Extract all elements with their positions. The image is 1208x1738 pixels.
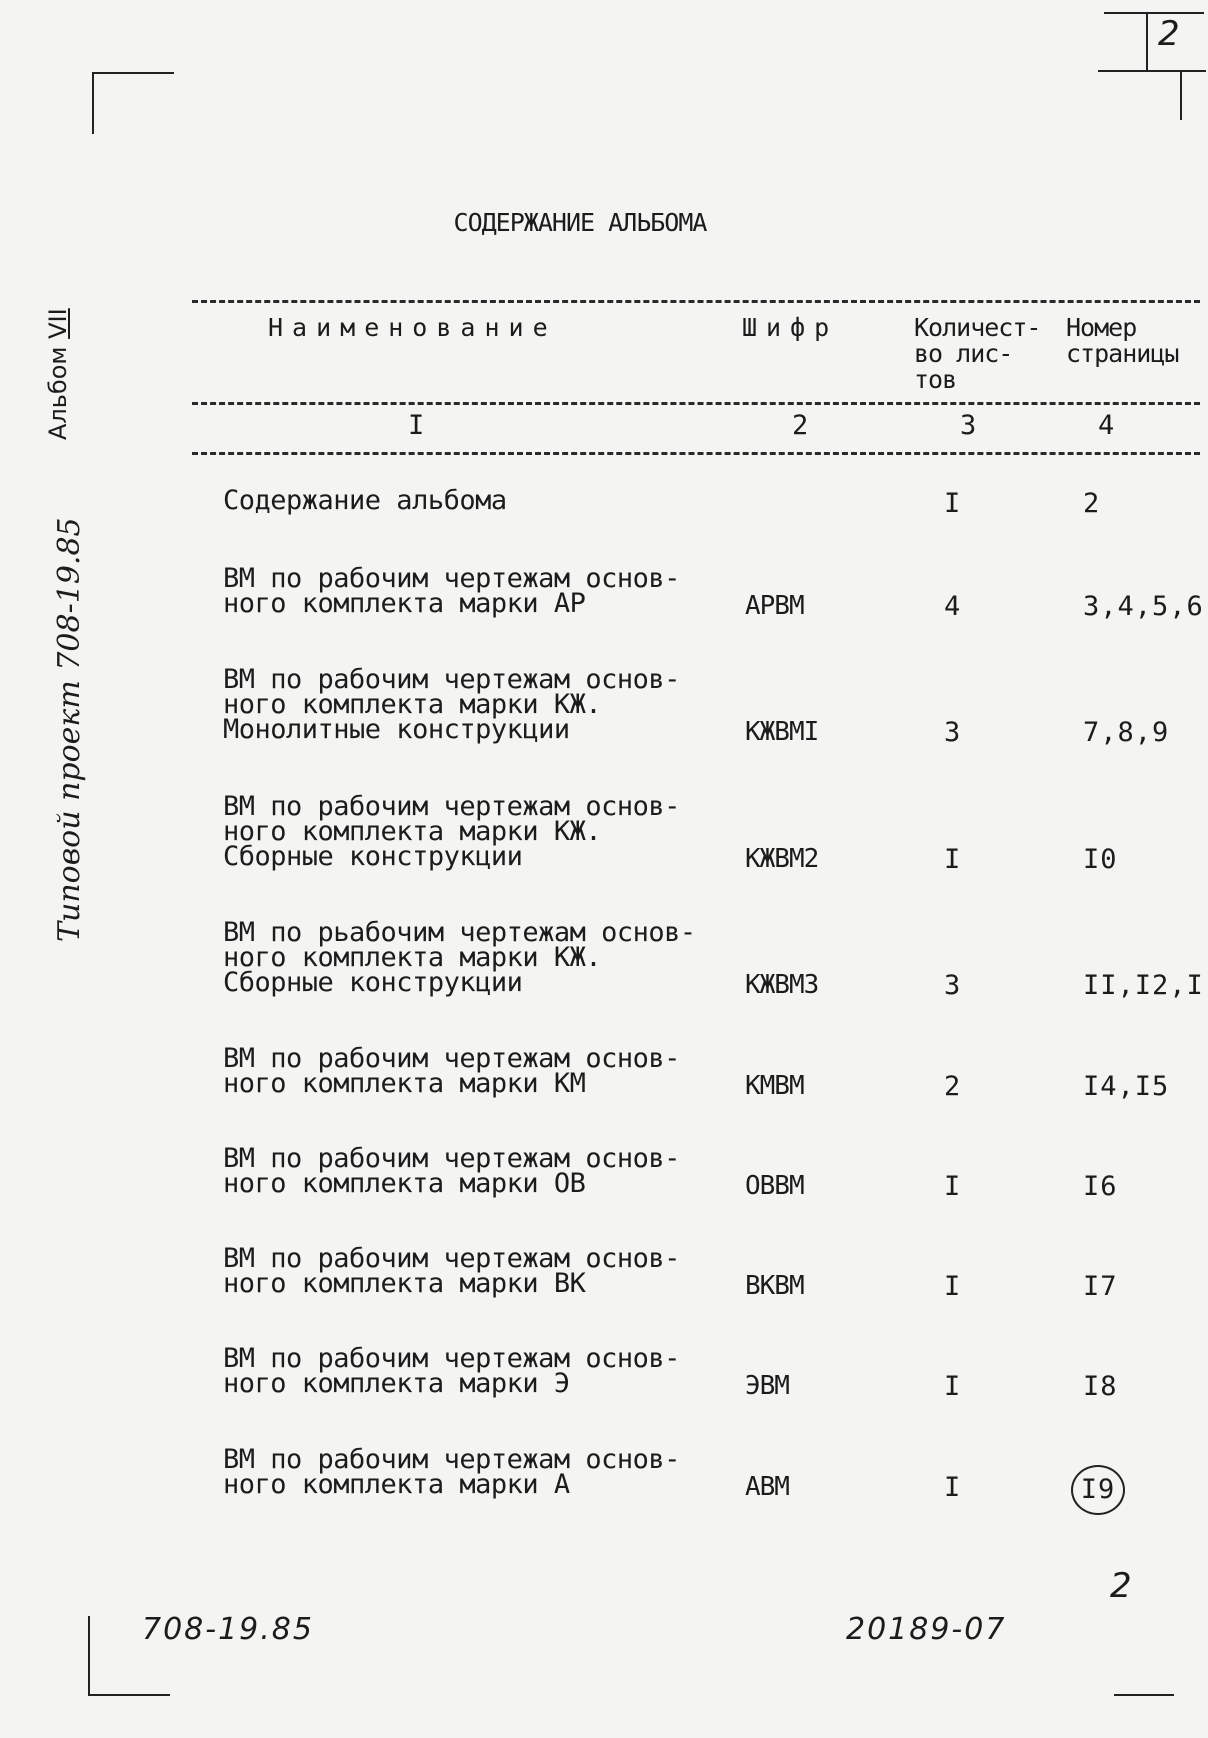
album-label [44,308,72,440]
row-qty: 4 [944,591,961,622]
row-name: ВМ по рабочим чертежам основ- ного комплекта марки Э [223,1343,680,1399]
top-right-frame-bottom [1098,70,1206,72]
row-code: АВМ [745,1472,789,1502]
sheet-number: 2 [1158,14,1182,54]
row-name: ВМ по рабочим чертежам основ- ного комплекта марки КЖ. Монолитные конструкции [223,664,680,745]
album-number: VII [44,308,72,339]
row-qty: I [944,1472,961,1503]
top-right-frame-left [1146,12,1148,72]
top-left-corner-horizontal [92,72,174,74]
column-header-code: Шифр [742,313,839,342]
column-header-qty: Количест- во лис- тов [914,313,1041,394]
row-name: Содержание альбома [223,485,507,516]
header-top-rule [192,300,1200,303]
bottom-left-corner-vertical [88,1616,90,1696]
table-row [0,1243,1208,1336]
row-name: ВМ по рабочим чертежам основ- ного комплекта марки АР [223,563,680,619]
top-right-frame-right [1180,72,1182,120]
row-qty: 3 [944,717,961,748]
table-row [0,664,1208,757]
row-page: I8 [1083,1371,1118,1402]
table-row [0,917,1208,1010]
table-row [0,1343,1208,1436]
table-row [0,1043,1208,1136]
footer-inventory-number: 20189-07 [846,1612,1007,1647]
row-page: I4,I5 [1083,1071,1170,1102]
table-row [0,563,1208,656]
row-page [1080,1465,1125,1515]
row-qty: 3 [944,970,961,1001]
row-code: ЭВМ [745,1371,789,1401]
row-code: КЖВМ2 [745,844,819,874]
circled-page-number: I9 [1071,1465,1125,1515]
row-name: ВМ по рабочим чертежам основ- ного комплекта марки ОВ [223,1143,680,1199]
table-row [0,1143,1208,1236]
row-qty: 2 [944,1071,961,1102]
header-bottom-rule [192,452,1200,455]
footer-page-number: 2 [1110,1566,1134,1606]
column-header-page: Номер страницы [1066,313,1179,368]
row-qty: I [944,488,961,519]
page-title: СОДЕРЖАНИЕ АЛЬБОМА [453,208,707,237]
album-label-text: Альбом [44,346,72,440]
column-header-name: Наименование [268,313,557,342]
row-page: 3,4,5,6 [1083,591,1204,622]
row-qty: I [944,844,961,875]
top-left-corner-vertical [92,72,94,134]
row-code: КЖВМI [745,717,819,747]
bottom-left-corner-horizontal [88,1694,170,1696]
row-name: ВМ по рабочим чертежам основ- ного комплекта марки ВК [223,1243,680,1299]
row-page: I7 [1083,1271,1118,1302]
row-name: ВМ по рабочим чертежам основ- ного комплекта марки А [223,1444,680,1500]
row-qty: I [944,1371,961,1402]
table-row [0,1444,1208,1537]
row-page: 7,8,9 [1083,717,1170,748]
project-label: Типовой проект 708-19.85 [52,517,87,942]
row-qty: I [944,1271,961,1302]
row-code: КМВМ [745,1071,804,1101]
row-name: ВМ по рьабочим чертежам основ- ного комплекта марки КЖ. Сборные конструкции [223,917,696,998]
column-number-2: 2 [792,410,809,441]
row-page: II,I2,I [1083,970,1204,1001]
row-qty: I [944,1171,961,1202]
table-row [0,791,1208,884]
bottom-right-mark [1114,1694,1174,1696]
row-code: ВКВМ [745,1271,804,1301]
top-right-frame-top [1104,12,1204,14]
footer-project-number: 708-19.85 [142,1612,314,1647]
row-code: КЖВМ3 [745,970,819,1000]
row-page: I6 [1083,1171,1118,1202]
row-name: ВМ по рабочим чертежам основ- ного комплекта марки КМ [223,1043,680,1099]
row-page: 2 [1083,488,1101,519]
row-name: ВМ по рабочим чертежам основ- ного комплекта марки КЖ. Сборные конструкции [223,791,680,872]
column-number-3: 3 [960,410,977,441]
row-code: ОВВМ [745,1171,804,1201]
row-code: АРВМ [745,591,804,621]
header-mid-rule [192,402,1200,405]
column-number-4: 4 [1098,410,1115,441]
column-number-1: I [408,410,425,441]
row-page: I0 [1083,844,1118,875]
